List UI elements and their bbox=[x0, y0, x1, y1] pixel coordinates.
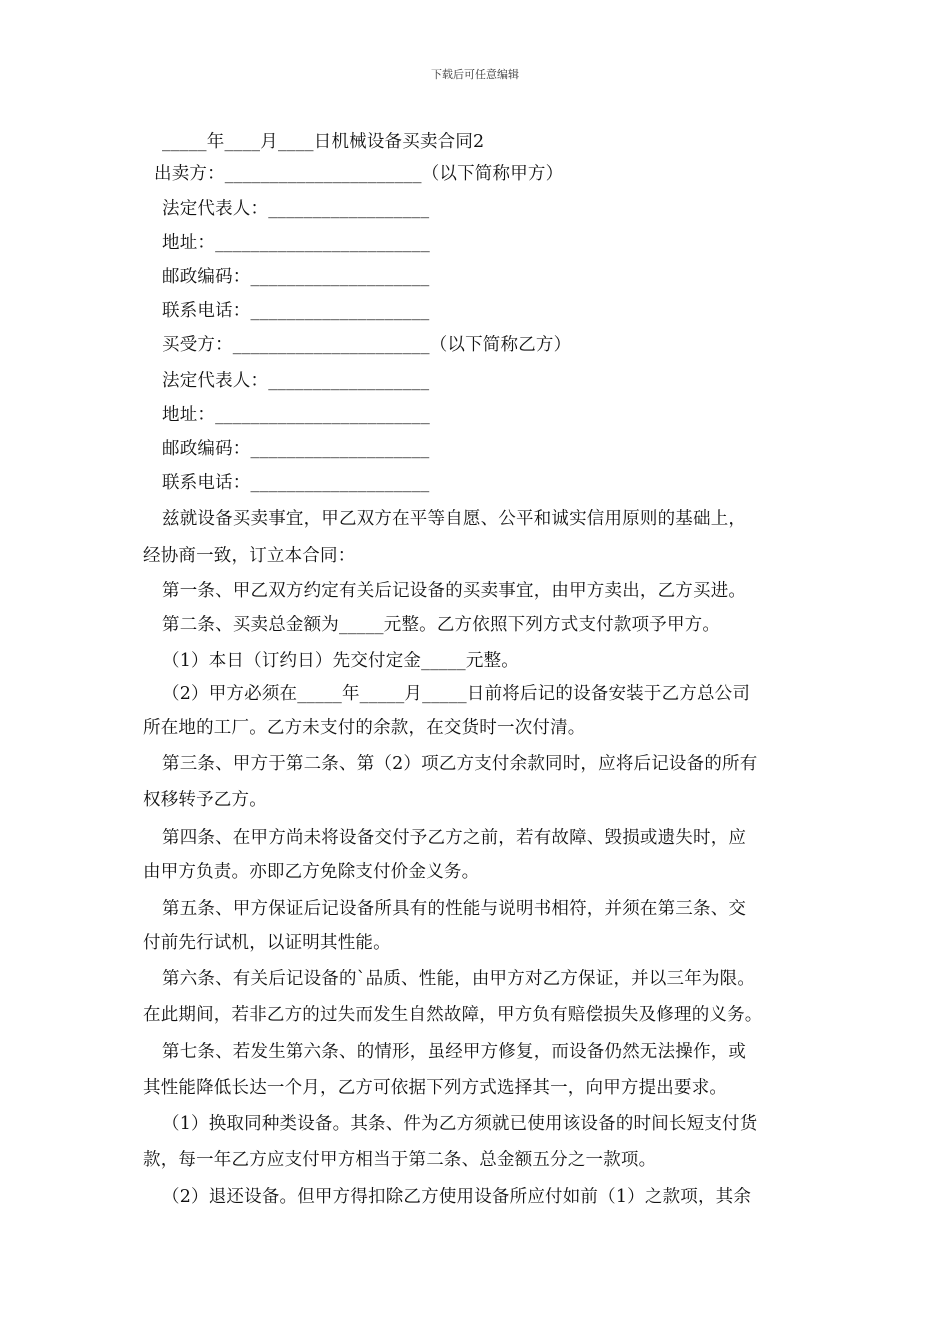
contract-line: 法定代表人：__________________ bbox=[162, 371, 430, 391]
contract-line: 出卖方：______________________（以下简称甲方） bbox=[154, 164, 564, 184]
contract-line: （1）换取同种类设备。其条、件为乙方须就已使用该设备的时间长短支付货 bbox=[162, 1114, 758, 1134]
contract-line: （1）本日（订约日）先交付定金_____元整。 bbox=[162, 651, 519, 671]
contract-line: 由甲方负责。亦即乙方免除支付价金义务。 bbox=[143, 862, 480, 882]
contract-line: 所在地的工厂。乙方未支付的余款，在交货时一次付清。 bbox=[143, 718, 586, 738]
contract-line: 付前先行试机，以证明其性能。 bbox=[143, 933, 391, 953]
contract-line: 邮政编码：____________________ bbox=[162, 267, 430, 287]
page-header: 下载后可任意编辑 bbox=[431, 68, 519, 81]
contract-line: 买受方：______________________（以下简称乙方） bbox=[162, 335, 572, 355]
contract-line: 兹就设备买卖事宜，甲乙双方在平等自愿、公平和诚实信用原则的基础上， bbox=[162, 509, 747, 529]
contract-line: 在此期间，若非乙方的过失而发生自然故障，甲方负有赔偿损失及修理的义务。 bbox=[143, 1005, 763, 1025]
contract-line: 邮政编码：____________________ bbox=[162, 439, 430, 459]
contract-line: 第一条、甲乙双方约定有关后记设备的买卖事宜，由甲方卖出，乙方买进。 bbox=[162, 581, 747, 601]
contract-line: _____年____月____日机械设备买卖合同2 bbox=[162, 132, 485, 152]
contract-line: 第二条、买卖总金额为_____元整。乙方依照下列方式支付款项予甲方。 bbox=[162, 615, 721, 635]
contract-line: 法定代表人：__________________ bbox=[162, 199, 430, 219]
contract-line: 第七条、若发生第六条、的情形，虽经甲方修复，而设备仍然无法操作，或 bbox=[162, 1042, 747, 1062]
contract-line: 款，每一年乙方应支付甲方相当于第二条、总金额五分之一款项。 bbox=[143, 1150, 657, 1170]
contract-line: （2）退还设备。但甲方得扣除乙方使用设备所应付如前（1）之款项，其余 bbox=[162, 1187, 752, 1207]
contract-line: 第六条、有关后记设备的`品质、性能，由甲方对乙方保证，并以三年为限。 bbox=[162, 969, 756, 989]
contract-line: 第五条、甲方保证后记设备所具有的性能与说明书相符，并须在第三条、交 bbox=[162, 899, 747, 919]
contract-line: 地址：________________________ bbox=[162, 405, 430, 425]
contract-line: 联系电话：____________________ bbox=[162, 473, 430, 493]
contract-line: 权移转予乙方。 bbox=[143, 790, 267, 810]
contract-line: 经协商一致，订立本合同： bbox=[143, 546, 356, 566]
contract-line: 联系电话：____________________ bbox=[162, 301, 430, 321]
contract-line: （2）甲方必须在_____年_____月_____日前将后记的设备安装于乙方总公司 bbox=[162, 684, 751, 704]
contract-line: 第四条、在甲方尚未将设备交付予乙方之前，若有故障、毁损或遗失时，应 bbox=[162, 828, 747, 848]
contract-line: 第三条、甲方于第二条、第（2）项乙方支付余款同时，应将后记设备的所有 bbox=[162, 754, 758, 774]
contract-line: 地址：________________________ bbox=[162, 233, 430, 253]
contract-line: 其性能降低长达一个月，乙方可依据下列方式选择其一，向甲方提出要求。 bbox=[143, 1078, 728, 1098]
